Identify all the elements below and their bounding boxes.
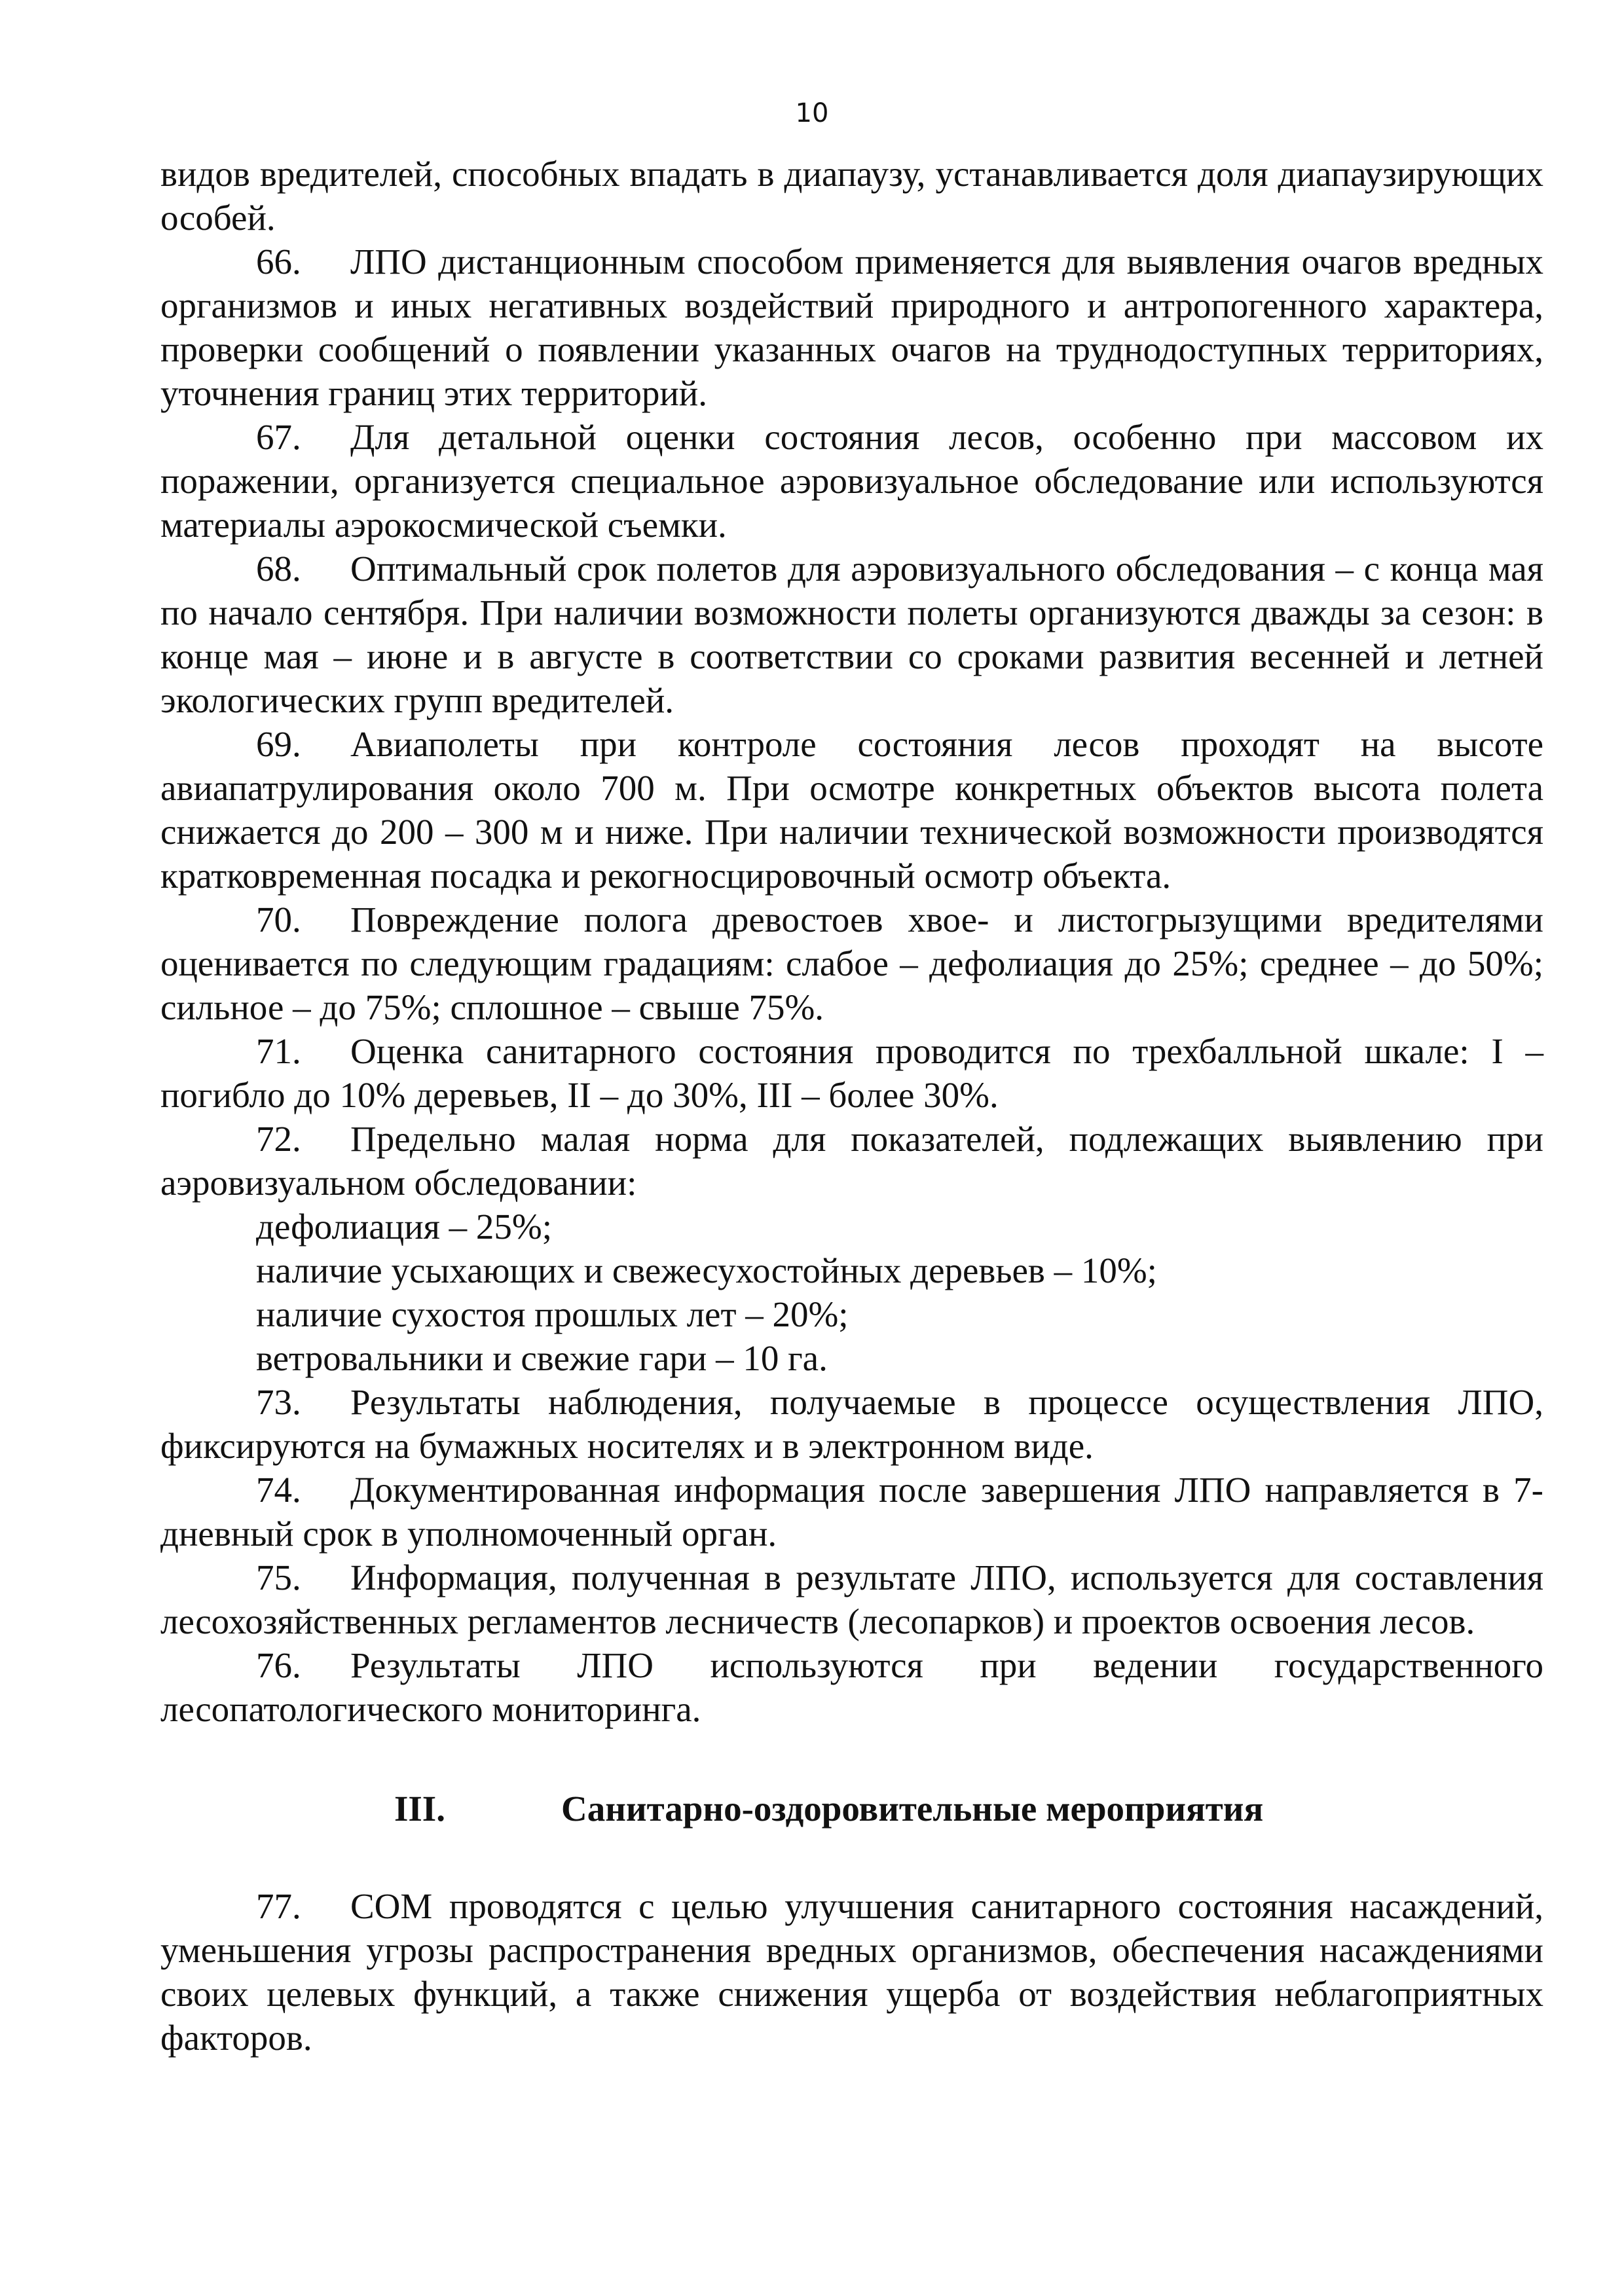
section-title: Санитарно-оздоровительные мероприятия — [561, 1789, 1264, 1829]
paragraph-text: Документированная информация после завершения ЛПО направляется в 7-дневный срок в уполномоченный орган. — [160, 1470, 1543, 1554]
norm-item-old-deadwood: наличие сухостоя прошлых лет – 20%; — [256, 1294, 849, 1334]
paragraph-73 — [160, 1380, 1543, 1468]
paragraph-77 — [160, 1884, 1543, 2060]
section-number: III. — [394, 1789, 445, 1829]
paragraph-text: Предельно малая норма для показателей, подлежащих выявлению при аэровизуальном обследовании: — [160, 1119, 1543, 1203]
paragraph-71 — [160, 1029, 1543, 1117]
paragraph-text: Оптимальный срок полетов для аэровизуального обследования – с конца мая по начало сентября. При наличии возможности полеты организуются дважды за сезон: в конце мая – июне и в августе в соответствии со сроками развития весенней и летней экологических групп вредителей. — [160, 549, 1543, 720]
paragraph-text: ЛПО дистанционным способом применяется для выявления очагов вредных организмов и иных негативных воздействий природного и антропогенного характера, проверки сообщений о появлении указанных очагов на труднодоступных территориях, уточнения границ этих территорий. — [160, 242, 1543, 413]
paragraph-76 — [160, 1643, 1543, 1731]
paragraph-text: Авиаполеты при контроле состояния лесов проходят на высоте авиапатрулирования около 700 м. При осмотре конкретных объектов высота полета снижается до 200 – 300 м и ниже. При наличии технической возможности производятся кратковременная посадка и рекогносцировочный осмотр объекта. — [160, 724, 1543, 896]
paragraphs-77 — [160, 1884, 1543, 2060]
paragraphs-73-76 — [160, 1380, 1543, 1731]
section-heading — [160, 1787, 1543, 1831]
paragraph-number: 69. — [256, 724, 301, 764]
paragraphs-66-72 — [160, 240, 1543, 1205]
paragraph-number: 77. — [256, 1886, 301, 1926]
paragraph-text: Оценка санитарного состояния проводится по трехбалльной шкале: I – погибло до 10% деревьев, II – до 30%, III – более 30%. — [160, 1031, 1543, 1115]
paragraph-66 — [160, 240, 1543, 415]
paragraph-number: 72. — [256, 1119, 301, 1159]
paragraph-74 — [160, 1468, 1543, 1556]
norm-item-windfall-burns: ветровальники и свежие гари – 10 га. — [256, 1338, 828, 1378]
norms-list — [160, 1205, 1543, 1380]
paragraph-text: СОМ проводятся с целью улучшения санитарного состояния насаждений, уменьшения угрозы распространения вредных организмов, обеспечения насаждениями своих целевых функций, а также снижения ущерба от воздействия неблагоприятных факторов. — [160, 1886, 1543, 2058]
page-number: 10 — [795, 98, 829, 128]
paragraph-69 — [160, 722, 1543, 898]
intro-paragraph: видов вредителей, способных впадать в диапаузу, устанавливается доля диапаузирующих особей. — [160, 154, 1543, 238]
paragraph-68 — [160, 547, 1543, 722]
paragraph-text: Повреждение полога древостоев хвое- и листогрызущими вредителями оценивается по следующим градациям: слабое – дефолиация до 25%; среднее – до 50%; сильное – до 75%; сплошное – свыше 75%. — [160, 900, 1543, 1027]
paragraph-number: 66. — [256, 242, 301, 282]
paragraph-number: 68. — [256, 549, 301, 589]
paragraph-number: 70. — [256, 900, 301, 939]
paragraph-number: 74. — [256, 1470, 301, 1510]
paragraph-70 — [160, 898, 1543, 1029]
paragraph-text: Результаты ЛПО используются при ведении государственного лесопатологического мониторинга. — [160, 1645, 1543, 1729]
paragraph-number: 71. — [256, 1031, 301, 1071]
paragraph-75 — [160, 1556, 1543, 1643]
paragraph-number: 76. — [256, 1645, 301, 1685]
document-body — [160, 152, 1543, 2060]
paragraph-67 — [160, 415, 1543, 547]
paragraph-number: 73. — [256, 1382, 301, 1422]
paragraph-72 — [160, 1117, 1543, 1205]
paragraph-number: 75. — [256, 1558, 301, 1597]
paragraph-text: Результаты наблюдения, получаемые в процессе осуществления ЛПО, фиксируются на бумажных носителях и в электронном виде. — [160, 1382, 1543, 1466]
paragraph-text: Для детальной оценки состояния лесов, особенно при массовом их поражении, организуется специальное аэровизуальное обследование или используются материалы аэрокосмической съемки. — [160, 417, 1543, 545]
norm-item-drying-trees: наличие усыхающих и свежесухостойных деревьев – 10%; — [256, 1250, 1157, 1290]
paragraph-text: Информация, полученная в результате ЛПО, используется для составления лесохозяйственных регламентов лесничеств (лесопарков) и проектов освоения лесов. — [160, 1558, 1543, 1641]
paragraph-number: 67. — [256, 417, 301, 457]
norm-item-defoliation: дефолиация – 25%; — [256, 1207, 553, 1247]
